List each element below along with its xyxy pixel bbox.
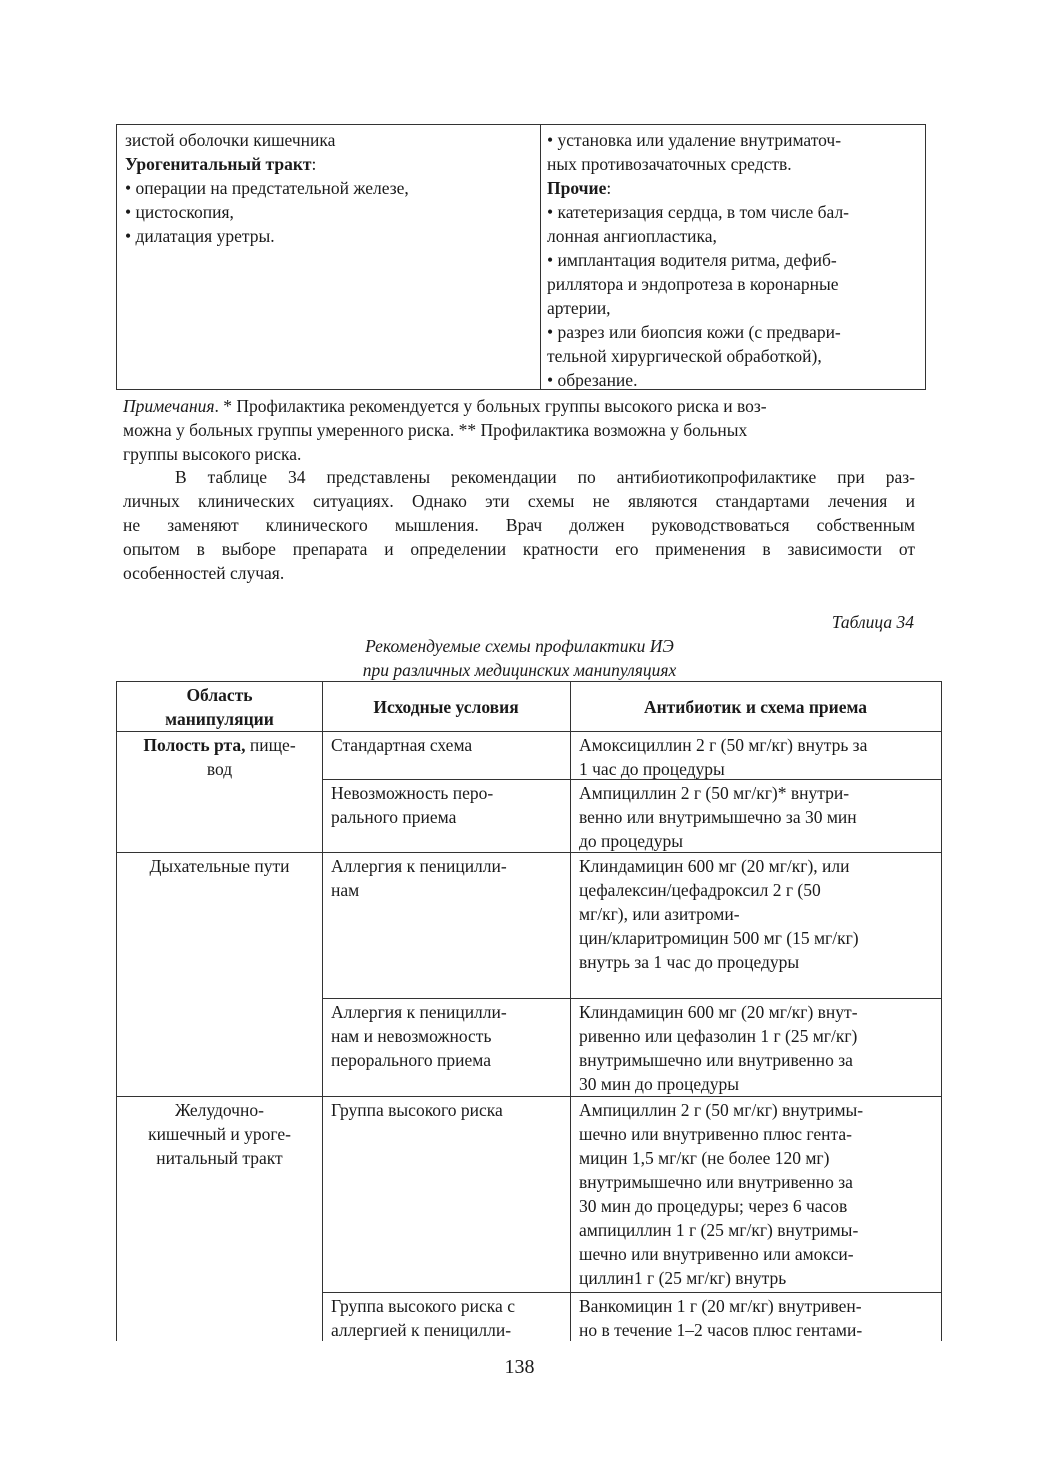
caption-line: при различных медицинских манипуляциях: [362, 660, 677, 680]
group-oral: Полость рта, пище- вод: [143, 735, 296, 779]
text-line: риллятора и эндопротеза в коронарные: [547, 274, 839, 294]
table-cell-condition: Аллергия к пеницилли- нам: [331, 856, 507, 900]
list-item: • дилатация уретры.: [125, 226, 275, 246]
header-area: Область манипуляции: [165, 685, 274, 729]
header-antibiotic: Антибиотик и схема приема: [643, 697, 868, 717]
list-item: • разрез или биопсия кожи (с предвари-: [547, 322, 841, 342]
list-item: • обрезание.: [547, 370, 638, 390]
group-respiratory: Дыхательные пути: [149, 856, 290, 876]
row-divider: [322, 1292, 941, 1293]
row-divider: [322, 998, 941, 999]
section-heading: Прочие: [547, 178, 607, 198]
table-label: Таблица 34: [831, 612, 914, 632]
text-line: Примечания. * Профилактика рекомендуется у больных группы высокого риска и воз-: [123, 396, 767, 416]
table-caption: [0, 634, 1039, 682]
text-line: личных клинических ситуациях. Однако эти схемы не являются стандартами лечения и: [123, 491, 915, 511]
main-table: [116, 681, 942, 1341]
table-cell-condition: Группа высокого риска с аллергией к пеницилли-: [331, 1296, 515, 1340]
text-line: Урогенитальный тракт:: [125, 154, 317, 174]
column-divider: [540, 125, 541, 389]
text-line: тельной хирургической обработкой),: [547, 346, 822, 366]
column-divider: [570, 682, 571, 1341]
top-table-left-cell: [125, 128, 409, 248]
body-paragraph: [123, 465, 915, 585]
table-cell-condition: Невозможность перо- рального приема: [331, 783, 494, 827]
text-line: особенностей случая.: [123, 563, 285, 583]
table-cell-antibiotic: Ампициллин 2 г (50 мг/кг)* внутри- венно или внутримышечно за 30 мин до процедуры: [579, 783, 857, 851]
section-heading: Урогенитальный тракт: [125, 154, 312, 174]
text-line: Прочие:: [547, 178, 612, 198]
text-line: В таблице 34 представлены рекомендации по антибиотикопрофилактике при раз-: [175, 467, 915, 487]
table-notes: [123, 394, 767, 466]
table-cell-antibiotic: Ампициллин 2 г (50 мг/кг) внутримы- шечно или внутривенно плюс гента- мицин 1,5 мг/кг (не более 120 мг) внутримышечно или внутривенно за 30 мин до процедуры; через 6 часов ампициллин 1 г (25 мг/кг) внутримы- шечно или внутривенно или амокси- циллин1 г (25 мг/кг) внутрь: [579, 1100, 864, 1288]
list-item: • катетеризация сердца, в том числе бал-: [547, 202, 850, 222]
text-line: группы высокого риска.: [123, 444, 302, 464]
column-divider: [322, 682, 323, 1341]
list-item: • имплантация водителя ритма, дефиб-: [547, 250, 837, 270]
text-line: артерии,: [547, 298, 611, 318]
list-item: • операции на предстательной железе,: [125, 178, 409, 198]
header-conditions: Исходные условия: [373, 697, 519, 717]
notes-label: Примечания: [123, 396, 215, 416]
table-cell-antibiotic: Ванкомицин 1 г (20 мг/кг) внутривен- но в течение 1–2 часов плюс гентами-: [579, 1296, 863, 1340]
list-item: • цистоскопия,: [125, 202, 234, 222]
top-table-right-cell: [547, 128, 849, 392]
text-line: не заменяют клинического мышления. Врач должен руководствоваться собственным: [123, 515, 915, 535]
table-cell-antibiotic: Амоксициллин 2 г (50 мг/кг) внутрь за 1 час до процедуры: [579, 735, 868, 779]
header-divider: [117, 731, 941, 732]
text-line: ных противозачаточных средств.: [547, 154, 792, 174]
group-gi: Желудочно- кишечный и уроге- нитальный тракт: [148, 1100, 291, 1168]
text-line: зистой оболочки кишечника: [125, 130, 336, 150]
table-cell-condition: Аллергия к пеницилли- нам и невозможность перорального приема: [331, 1002, 507, 1070]
top-table-fragment: [116, 124, 926, 390]
text-line: лонная ангиопластика,: [547, 226, 717, 246]
table-cell-antibiotic: Клиндамицин 600 мг (20 мг/кг), или цефалексин/цефадроксил 2 г (50 мг/кг), или азитроми- цин/кларитромицин 500 мг (15 мг/кг) внутрь за 1 час до процедуры: [579, 856, 859, 972]
text-line: опытом в выборе препарата и определении кратности его применения в зависимости от: [123, 539, 915, 559]
table-cell-condition: Стандартная схема: [331, 735, 473, 755]
list-item: • установка или удаление внутриматоч-: [547, 130, 842, 150]
text-line: можна у больных группы умеренного риска. ** Профилактика возможна у больных: [123, 420, 748, 440]
page-number: 138: [504, 1356, 535, 1378]
row-divider: [117, 1096, 941, 1097]
table-cell-antibiotic: Клиндамицин 600 мг (20 мг/кг) внут- ривенно или цефазолин 1 г (25 мг/кг) внутримышечно или внутривенно за 30 мин до процедуры: [579, 1002, 858, 1094]
table-cell-condition: Группа высокого риска: [331, 1100, 503, 1120]
caption-line: Рекомендуемые схемы профилактики ИЭ: [365, 636, 674, 656]
